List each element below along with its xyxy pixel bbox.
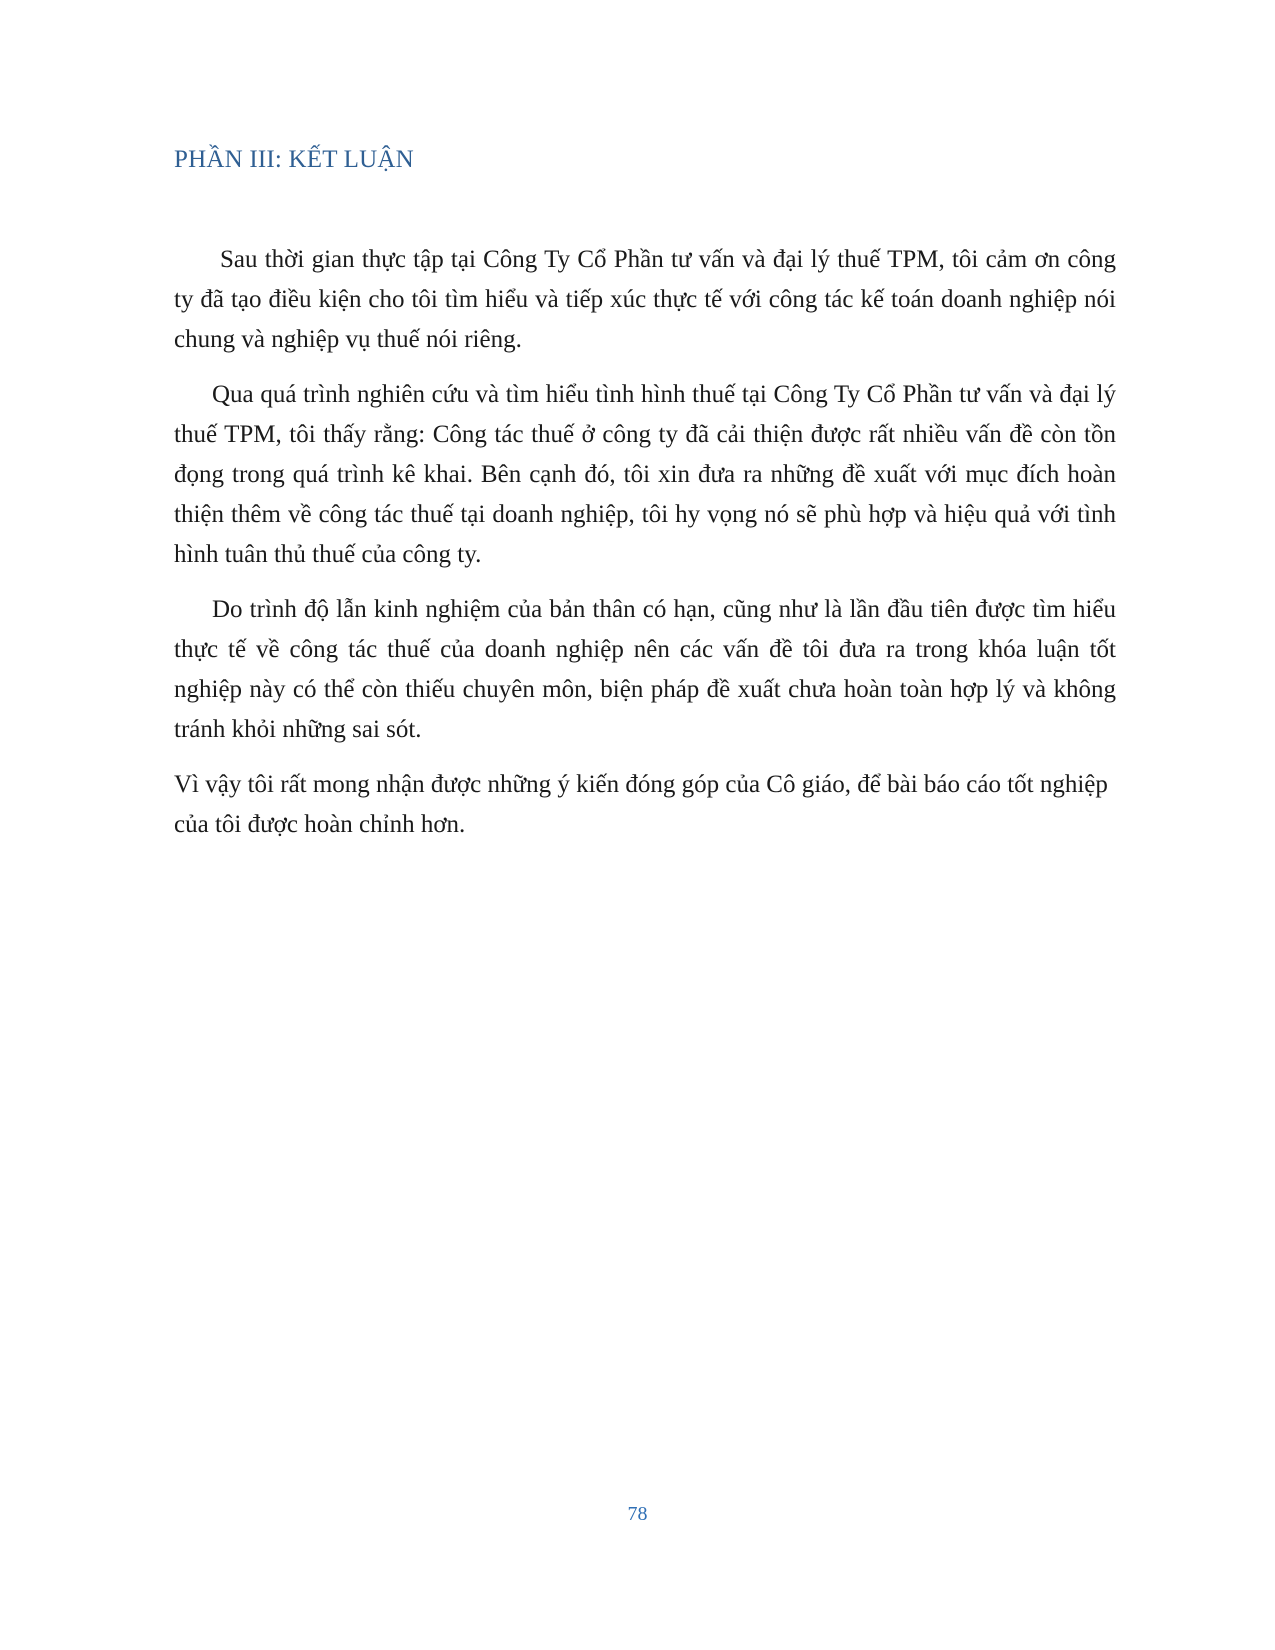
body-text [174, 240, 1116, 860]
paragraph-4: Vì vậy tôi rất mong nhận được những ý kiến đóng góp của Cô giáo, để bài báo cáo tốt nghiệp của tôi được hoàn chỉnh hơn. [174, 771, 1108, 838]
paragraph-1: Sau thời gian thực tập tại Công Ty Cổ Phần tư vấn và đại lý thuế TPM, tôi cảm ơn công ty đã tạo điều kiện cho tôi tìm hiểu và tiếp xúc thực tế với công tác kế toán doanh nghiệp nói chung và nghiệp vụ thuế nói riêng. [174, 246, 1116, 353]
paragraph-2: Qua quá trình nghiên cứu và tìm hiểu tình hình thuế tại Công Ty Cổ Phần tư vấn và đại lý thuế TPM, tôi thấy rằng: Công tác thuế ở công ty đã cải thiện được rất nhiều vấn đề còn tồn đọng trong quá trình kê khai. Bên cạnh đó, tôi xin đưa ra những đề xuất với mục đích hoàn thiện thêm về công tác thuế tại doanh nghiệp, tôi hy vọng nó sẽ phù hợp và hiệu quả với tình hình tuân thủ thuế của công ty. [174, 381, 1116, 568]
section-heading: PHẦN III: KẾT LUẬN [174, 146, 414, 173]
paragraph-3: Do trình độ lẫn kinh nghiệm của bản thân có hạn, cũng như là lần đầu tiên được tìm hiểu thực tế về công tác thuế của doanh nghiệp nên các vấn đề tôi đưa ra trong khóa luận tốt nghiệp này có thể còn thiếu chuyên môn, biện pháp đề xuất chưa hoàn toàn hợp lý và không tránh khỏi những sai sót. [174, 596, 1116, 743]
page-number: 78 [627, 1503, 648, 1525]
